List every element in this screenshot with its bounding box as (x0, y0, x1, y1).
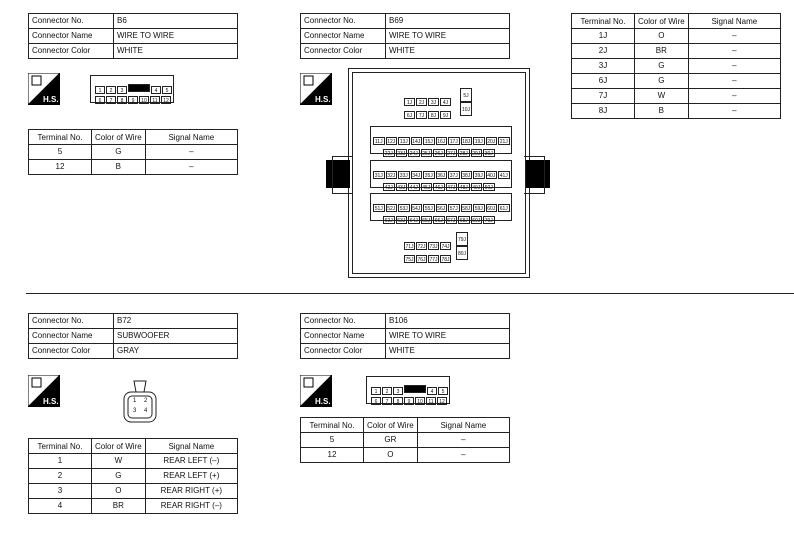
pin-cell: 4 (151, 86, 161, 94)
table-row: 7J W – (572, 89, 781, 104)
pin-cell: 15J (424, 139, 433, 145)
pin-cell: 74J (441, 244, 450, 250)
pin-cell: 12J (387, 139, 396, 145)
pin-cell: 2 (382, 387, 392, 395)
hs-icon (28, 73, 60, 110)
pin-cell: 1J (404, 98, 415, 106)
pin-cell: 18J (462, 139, 471, 145)
b6-connector-no: B6 (114, 14, 238, 29)
b72-connector-name: SUBWOOFER (114, 329, 238, 344)
pin-cell: 53J (399, 206, 408, 212)
pin-cell: 42J (384, 185, 393, 191)
pin-cell: 2 (106, 86, 116, 94)
pin-cell: 22J (384, 151, 393, 157)
pin-cell: 65J (422, 218, 431, 224)
pin-cell: 62J (384, 218, 393, 224)
pin-cell: 11J (374, 139, 383, 145)
b6-connector-name: WIRE TO WIRE (114, 29, 238, 44)
pin-cell: 56J (437, 206, 446, 212)
pin-cell: 12 (437, 397, 447, 405)
pin-cell: 67J (447, 218, 456, 224)
table-row: 4 BR REAR RIGHT (–) (29, 499, 238, 514)
pin-cell: 59J (474, 206, 483, 212)
pin-cell: 35J (424, 173, 433, 179)
pin-cell: 49J (472, 185, 481, 191)
pin-cell: 10 (415, 397, 425, 405)
pin-cell: 21J (499, 139, 508, 145)
pin-cell: 6 (371, 397, 381, 405)
pin-cell: 69J (472, 218, 481, 224)
pin-cell: 19J (474, 139, 483, 145)
pin-cell: 57J (449, 206, 458, 212)
pin-cell: 26J (434, 151, 443, 157)
svg-text:H.S.: H.S. (315, 397, 331, 406)
pin-cell: 54J (412, 206, 421, 212)
section-divider (26, 293, 794, 294)
pin-cell: 30J (484, 151, 493, 157)
pin-cell: 4 (427, 387, 437, 395)
b72-info-table: Connector No. B72 Connector Name SUBWOOFER Connector Color GRAY (28, 313, 238, 359)
b69-info-table: Connector No. B69 Connector Name WIRE TO WIRE Connector Color WHITE (300, 13, 510, 59)
table-row: 1 W REAR LEFT (–) (29, 454, 238, 469)
pin-cell: 25J (422, 151, 431, 157)
pin-label: 4 (144, 408, 148, 414)
pin-cell: 75J (405, 257, 414, 263)
hs-icon (300, 375, 332, 412)
pin-cell: 3 (117, 86, 127, 94)
pin-cell: 16J (437, 139, 446, 145)
b72-connector-face (120, 380, 160, 426)
pin-cell: 68J (459, 218, 468, 224)
table-row: 2 G REAR LEFT (+) (29, 469, 238, 484)
pin-cell: 9 (128, 96, 138, 104)
b69-connector-no: B69 (386, 14, 510, 29)
pin-cell: 6 (95, 96, 105, 104)
pin-cell: 80J (456, 246, 468, 260)
pin-cell: 77J (429, 257, 438, 263)
pin-cell: 10J (460, 102, 472, 116)
pin-cell: 33J (399, 173, 408, 179)
pin-cell: 23J (397, 151, 406, 157)
table-row: 6J G – (572, 74, 781, 89)
table-row: 3J G – (572, 59, 781, 74)
pin-cell: 9J (440, 111, 451, 119)
pin-cell: 64J (409, 218, 418, 224)
pin-cell: 13J (399, 139, 408, 145)
pin-cell: 73J (429, 244, 438, 250)
pin-label: 2 (144, 398, 148, 404)
pin-cell: 7 (382, 397, 392, 405)
pin-cell: 20J (487, 139, 496, 145)
table-row: 12 B – (29, 160, 238, 175)
pin-cell: 48J (459, 185, 468, 191)
pin-cell: 1 (371, 387, 381, 395)
pin-cell: 12 (161, 96, 171, 104)
pin-cell: 37J (449, 173, 458, 179)
pin-cell: 61J (499, 206, 508, 212)
pin-cell: 7 (106, 96, 116, 104)
pin-label: 3 (133, 408, 137, 414)
pin-cell: 5J (460, 88, 472, 102)
pin-cell: 45J (422, 185, 431, 191)
pin-cell: 52J (387, 206, 396, 212)
pin-cell: 24J (409, 151, 418, 157)
pin-cell: 63J (397, 218, 406, 224)
svg-text:H.S.: H.S. (43, 397, 59, 406)
pin-cell: 28J (459, 151, 468, 157)
pin-cell: 8 (393, 397, 403, 405)
pin-cell: 1 (95, 86, 105, 94)
svg-text:H.S.: H.S. (43, 95, 59, 104)
b106-connector-face (366, 376, 450, 404)
pin-cell: 31J (374, 173, 383, 179)
pin-cell: 29J (472, 151, 481, 157)
pin-cell: 27J (447, 151, 456, 157)
b106-connector-color: WHITE (386, 344, 510, 359)
b106-info-table: Connector No. B106 Connector Name WIRE TO WIRE Connector Color WHITE (300, 313, 510, 359)
pin-cell: 39J (474, 173, 483, 179)
b69-connector-face (326, 68, 550, 276)
pin-cell: 14J (412, 139, 421, 145)
pin-cell: 47J (447, 185, 456, 191)
pin-cell: 46J (434, 185, 443, 191)
table-row: 2J BR – (572, 44, 781, 59)
pin-cell: 43J (397, 185, 406, 191)
pin-cell: 3J (428, 98, 439, 106)
b6-terminal-table: Terminal No. Color of Wire Signal Name 5 G – 12 B – (28, 129, 238, 175)
pin-cell: 5 (162, 86, 172, 94)
pin-cell: 2J (416, 98, 427, 106)
b106-connector-name: WIRE TO WIRE (386, 329, 510, 344)
b6-connector-color: WHITE (114, 44, 238, 59)
b69-terminal-table: Terminal No. Color of Wire Signal Name 1J O – 2J BR – 3J G – 6J G – 7J W – 8J B – (571, 13, 781, 119)
b6-info-table: Connector No. B6 Connector Name WIRE TO WIRE Connector Color WHITE (28, 13, 238, 59)
pin-cell: 76J (417, 257, 426, 263)
pin-cell: 7J (416, 111, 427, 119)
pin-cell: 72J (417, 244, 426, 250)
pin-cell: 55J (424, 206, 433, 212)
pin-cell: 78J (441, 257, 450, 263)
table-row: 8J B – (572, 104, 781, 119)
pin-cell: 71J (405, 244, 414, 250)
b69-connector-name: WIRE TO WIRE (386, 29, 510, 44)
hs-icon (28, 375, 60, 412)
pin-cell: 11 (426, 397, 436, 405)
pin-cell: 79J (456, 232, 468, 246)
table-row: 12 O – (301, 448, 510, 463)
pin-cell: 9 (404, 397, 414, 405)
b69-connector-color: WHITE (386, 44, 510, 59)
pin-cell: 38J (462, 173, 471, 179)
b106-terminal-table: Terminal No. Color of Wire Signal Name 5 GR – 12 O – (300, 417, 510, 463)
table-row: 3 O REAR RIGHT (+) (29, 484, 238, 499)
pin-cell: 60J (487, 206, 496, 212)
svg-text:H.S.: H.S. (315, 95, 331, 104)
pin-cell: 4J (440, 98, 451, 106)
table-row: 1J O – (572, 29, 781, 44)
pin-cell: 3 (393, 387, 403, 395)
pin-cell: 36J (437, 173, 446, 179)
pin-cell: 41J (499, 173, 508, 179)
pin-cell: 34J (412, 173, 421, 179)
b72-terminal-table: Terminal No. Color of Wire Signal Name 1 W REAR LEFT (–) 2 G REAR LEFT (+) 3 O REAR RIGHT (+) 4 BR REAR RIGHT (–) (28, 438, 238, 514)
pin-cell: 51J (374, 206, 383, 212)
pin-cell: 17J (449, 139, 458, 145)
pin-cell: 58J (462, 206, 471, 212)
pin-cell: 8 (117, 96, 127, 104)
b72-connector-no: B72 (114, 314, 238, 329)
pin-cell: 70J (484, 218, 493, 224)
pin-cell: 44J (409, 185, 418, 191)
pin-cell: 66J (434, 218, 443, 224)
table-row: 5 G – (29, 145, 238, 160)
pin-cell: 5 (438, 387, 448, 395)
pin-cell: 8J (428, 111, 439, 119)
table-row: 5 GR – (301, 433, 510, 448)
pin-cell: 40J (487, 173, 496, 179)
pin-cell: 10 (139, 96, 149, 104)
pin-label: 1 (133, 398, 137, 404)
b6-connector-face (90, 75, 174, 103)
b106-connector-no: B106 (386, 314, 510, 329)
pin-cell: 32J (387, 173, 396, 179)
b72-connector-color: GRAY (114, 344, 238, 359)
pin-cell: 6J (404, 111, 415, 119)
pin-cell: 11 (150, 96, 160, 104)
pin-cell: 50J (484, 185, 493, 191)
